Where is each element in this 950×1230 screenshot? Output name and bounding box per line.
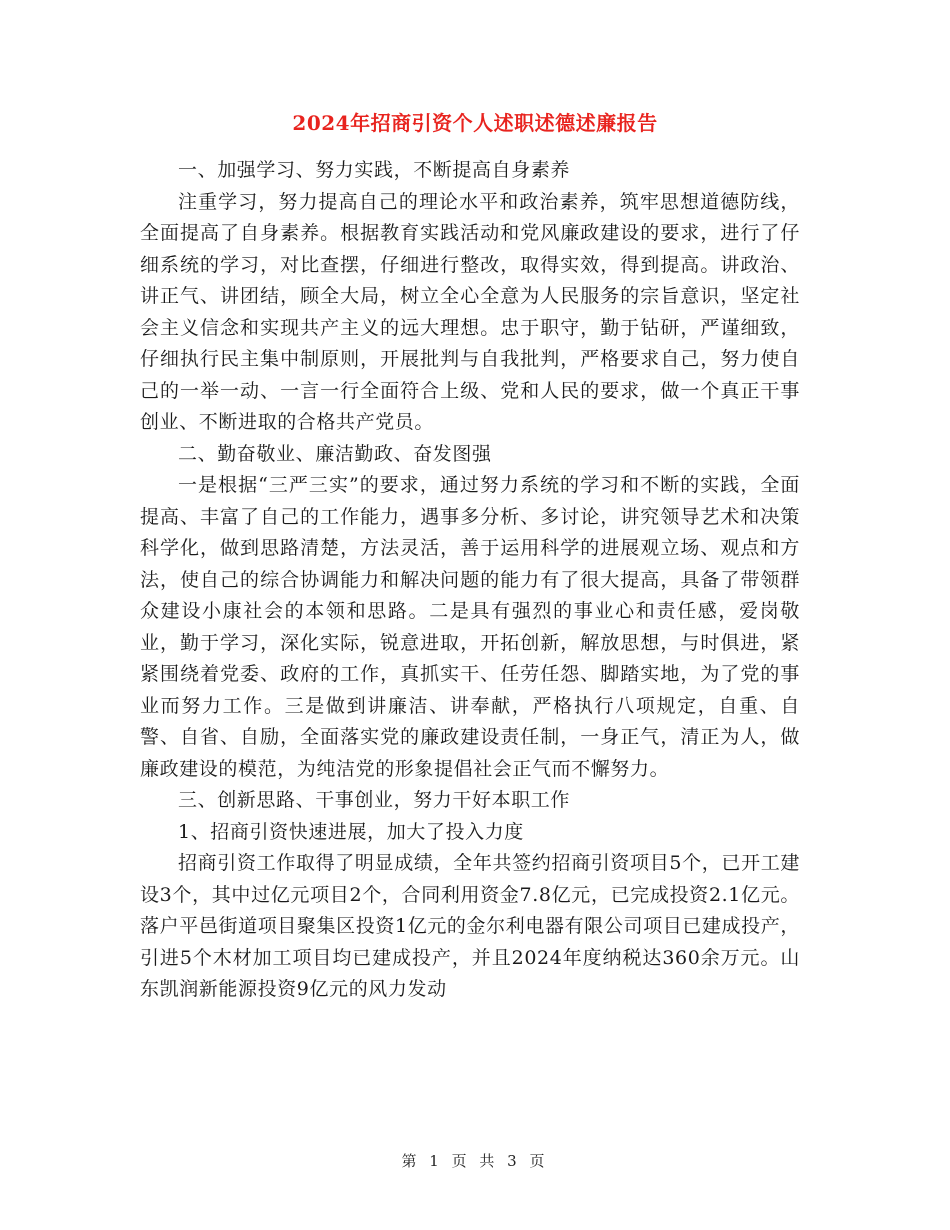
- page-footer: 第 1 页 共 3 页: [401, 1152, 549, 1170]
- section-heading-1: 一、加强学习、努力实践，不断提高自身素养: [178, 159, 571, 181]
- document-title: 2024年招商引资个人述职述德述廉报告: [292, 111, 658, 135]
- paragraph-3: 招商引资工作取得了明显成绩，全年共签约招商引资项目5个，已开工建设3个，其中过亿元项目2个，合同利用资金7.8亿元，已完成投资2.1亿元。落户平邑街道项目聚集区投资1亿元的金尔利电器有限公司项目已建成投产，引进5个木材加工项目均已建成投产，并且2024年度纳税达360余万元。山东凯润新能源投资9亿元的风力发动: [140, 852, 800, 1000]
- document-body: [140, 155, 800, 1006]
- subheading-1: 1、招商引资快速进展，加大了投入力度: [178, 820, 524, 843]
- paragraph-1: 注重学习，努力提高自己的理论水平和政治素养，筑牢思想道德防线，全面提高了自身素养。根据教育实践活动和党风廉政建设的要求，进行了仔细系统的学习，对比查摆，仔细进行整改，取得实效，得到提高。讲政治、讲正气、讲团结，顾全大局，树立全心全意为人民服务的宗旨意识，坚定社会主义信念和实现共产主义的远大理想。忠于职守，勤于钻研，严谨细致，仔细执行民主集中制原则，开展批判与自我批判，严格要求自己，努力使自己的一举一动、一言一行全面符合上级、党和人民的要求，做一个真正干事创业、不断进取的合格共产党员。: [140, 190, 800, 433]
- paragraph-2: 一是根据“三严三实”的要求，通过努力系统的学习和不断的实践，全面提高、丰富了自己的工作能力，遇事多分析、多讨论，讲究领导艺术和决策科学化，做到思路清楚，方法灵活，善于运用科学的进展观立场、观点和方法，使自己的综合协调能力和解决问题的能力有了很大提高，具备了带领群众建设小康社会的本领和思路。二是具有强烈的事业心和责任感，爱岗敬业，勤于学习，深化实际，锐意进取，开拓创新，解放思想，与时俱进，紧紧围绕着党委、政府的工作，真抓实干、任劳任怨、脚踏实地，为了党的事业而努力工作。三是做到讲廉洁、讲奉献，严格执行八项规定，自重、自警、自省、自励，全面落实党的廉政建设责任制，一身正气，清正为人，做廉政建设的模范，为纯洁党的形象提倡社会正气而不懈努力。: [140, 474, 800, 780]
- section-heading-3: 三、创新思路、干事创业，努力干好本职工作: [178, 789, 571, 811]
- section-heading-2: 二、勤奋敬业、廉洁勤政、奋发图强: [178, 442, 492, 465]
